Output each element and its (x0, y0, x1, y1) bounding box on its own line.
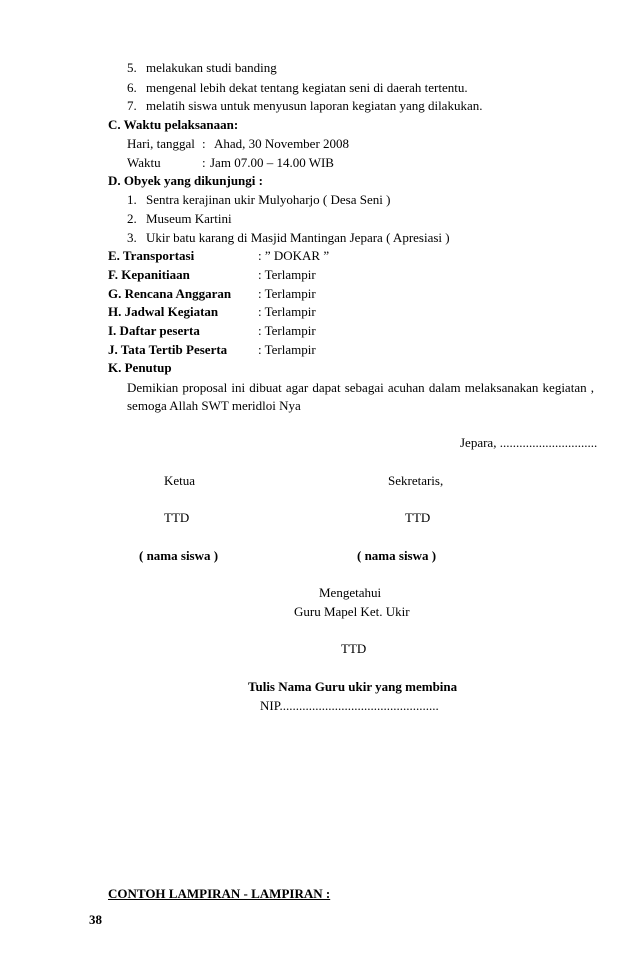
page-number: 38 (89, 912, 102, 927)
section-c-heading: C. Waktu pelaksanaan: (108, 117, 239, 132)
date-label: Hari, tanggal (127, 136, 195, 151)
object-1-num: 1. (127, 192, 137, 207)
date-value: Ahad, 30 November 2008 (214, 136, 350, 151)
goal-5-num: 5. (127, 60, 137, 75)
place-date: Jepara, .............................. (460, 435, 598, 450)
field-j-value: : Terlampir (258, 342, 316, 357)
guru-name-instruction: Tulis Nama Guru ukir yang membina (248, 679, 458, 694)
time-sep: : (202, 155, 206, 170)
goal-7-num: 7. (127, 98, 137, 113)
field-h-label: H. Jadwal Kegiatan (108, 304, 219, 319)
field-h-value: : Terlampir (258, 304, 316, 319)
attachments-heading: CONTOH LAMPIRAN - LAMPIRAN : (108, 886, 331, 901)
field-j-label: J. Tata Tertib Peserta (108, 342, 228, 357)
goal-6-num: 6. (127, 80, 137, 95)
goal-6-text: mengenal lebih dekat tentang kegiatan seni di daerah tertentu. (146, 80, 468, 95)
object-2-num: 2. (127, 211, 137, 226)
ketua-label: Ketua (164, 473, 196, 488)
field-f-label: F. Kepanitiaan (108, 267, 190, 282)
ttd-center: TTD (341, 641, 367, 656)
closing-line-2: semoga Allah SWT meridloi Nya (127, 398, 301, 413)
field-i-label: I. Daftar peserta (108, 323, 200, 338)
sekretaris-label: Sekretaris, (388, 473, 444, 488)
time-label: Waktu (127, 155, 161, 170)
mengetahui-label: Mengetahui (319, 585, 382, 600)
nama-siswa-left: ( nama siswa ) (139, 548, 219, 563)
field-g-value: : Terlampir (258, 286, 316, 301)
section-k-heading: K. Penutup (108, 360, 172, 375)
nip-line: NIP................................................. (260, 698, 439, 713)
field-g-label: G. Rencana Anggaran (108, 286, 232, 301)
field-i-value: : Terlampir (258, 323, 316, 338)
object-2-text: Museum Kartini (146, 211, 232, 226)
object-3-text: Ukir batu karang di Masjid Mantingan Jepara ( Apresiasi ) (146, 230, 450, 245)
field-e-label: E. Transportasi (108, 248, 195, 263)
field-f-value: : Terlampir (258, 267, 316, 282)
field-e-value: : ” DOKAR ” (258, 248, 330, 263)
ttd-right: TTD (405, 510, 431, 525)
closing-line-1: Demikian proposal ini dibuat agar dapat sebagai acuhan dalam melaksanakan kegiatan , (127, 380, 594, 395)
date-sep: : (202, 136, 206, 151)
time-value: Jam 07.00 – 14.00 WIB (210, 155, 334, 170)
guru-label: Guru Mapel Ket. Ukir (294, 604, 410, 619)
goal-7-text: melatih siswa untuk menyusun laporan kegiatan yang dilakukan. (146, 98, 483, 113)
object-3-num: 3. (127, 230, 137, 245)
object-1-text: Sentra kerajinan ukir Mulyoharjo ( Desa Seni ) (146, 192, 391, 207)
ttd-left: TTD (164, 510, 190, 525)
nama-siswa-right: ( nama siswa ) (357, 548, 437, 563)
goal-5-text: melakukan studi banding (146, 60, 277, 75)
section-d-heading: D. Obyek yang dikunjungi : (108, 173, 263, 188)
